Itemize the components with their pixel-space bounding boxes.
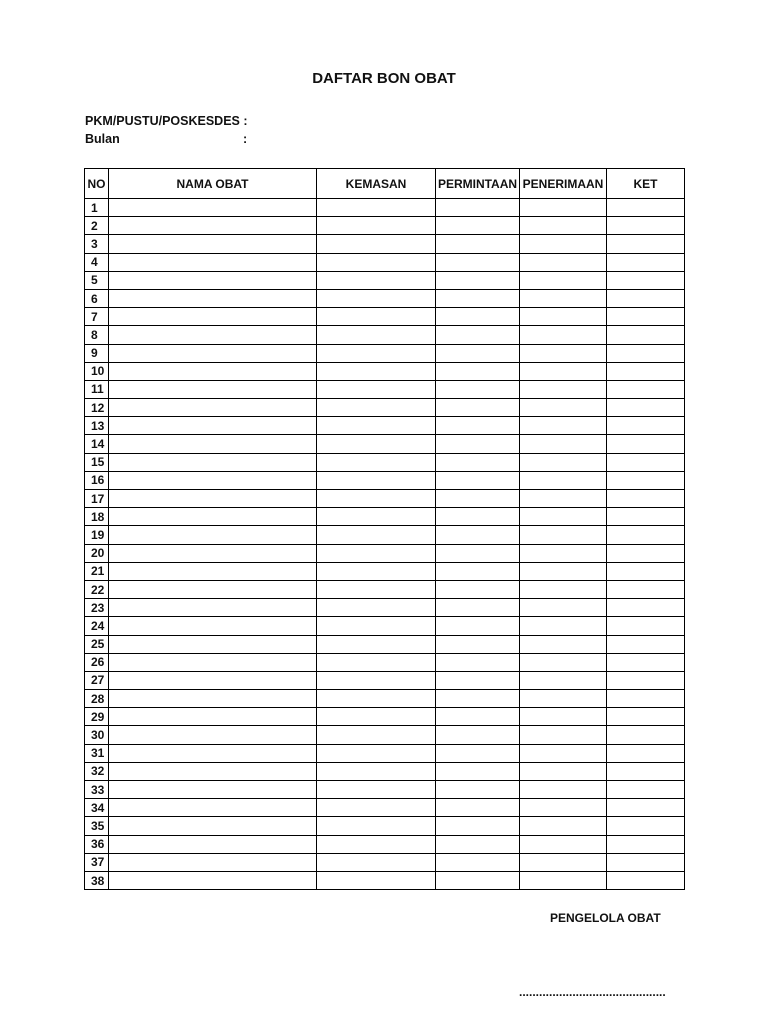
header-kemasan: KEMASAN [317,169,436,199]
cell-permintaan[interactable] [436,599,520,617]
cell-nama-obat[interactable] [109,526,317,544]
table-row [85,744,685,762]
cell-penerimaan[interactable] [520,380,607,398]
cell-ket[interactable] [607,708,685,726]
cell-no: 30 [85,726,109,744]
cell-no: 14 [85,435,109,453]
cell-kemasan[interactable] [317,617,436,635]
cell-nama-obat[interactable] [109,799,317,817]
cell-penerimaan[interactable] [520,253,607,271]
table-row [85,562,685,580]
cell-ket[interactable] [607,435,685,453]
cell-kemasan[interactable] [317,562,436,580]
bulan-label: Bulan [85,132,120,146]
cell-kemasan[interactable] [317,544,436,562]
cell-ket[interactable] [607,453,685,471]
cell-ket[interactable] [607,726,685,744]
cell-no: 16 [85,471,109,489]
cell-nama-obat[interactable] [109,781,317,799]
cell-permintaan[interactable] [436,653,520,671]
cell-no: 4 [85,253,109,271]
cell-permintaan[interactable] [436,308,520,326]
cell-penerimaan[interactable] [520,726,607,744]
cell-kemasan[interactable] [317,199,436,217]
cell-ket[interactable] [607,235,685,253]
cell-kemasan[interactable] [317,380,436,398]
cell-kemasan[interactable] [317,653,436,671]
table-body [85,199,685,890]
cell-nama-obat[interactable] [109,435,317,453]
cell-kemasan[interactable] [317,671,436,689]
signature-line: ............................................ [519,985,666,999]
table-row [85,435,685,453]
cell-penerimaan[interactable] [520,871,607,889]
cell-penerimaan[interactable] [520,799,607,817]
pkm-label: PKM/PUSTU/POSKESDES : [85,114,248,128]
cell-penerimaan[interactable] [520,326,607,344]
cell-ket[interactable] [607,871,685,889]
table-row [85,217,685,235]
cell-penerimaan[interactable] [520,690,607,708]
cell-kemasan[interactable] [317,326,436,344]
cell-permintaan[interactable] [436,471,520,489]
cell-kemasan[interactable] [317,271,436,289]
cell-nama-obat[interactable] [109,544,317,562]
cell-ket[interactable] [607,580,685,598]
document-title: DAFTAR BON OBAT [312,70,456,87]
cell-ket[interactable] [607,526,685,544]
cell-permintaan[interactable] [436,817,520,835]
table-row [85,362,685,380]
table-row [85,708,685,726]
cell-permintaan[interactable] [436,344,520,362]
cell-penerimaan[interactable] [520,199,607,217]
cell-nama-obat[interactable] [109,253,317,271]
cell-nama-obat[interactable] [109,690,317,708]
cell-ket[interactable] [607,308,685,326]
cell-nama-obat[interactable] [109,417,317,435]
cell-kemasan[interactable] [317,217,436,235]
table-row [85,799,685,817]
table-row [85,781,685,799]
cell-ket[interactable] [607,781,685,799]
cell-no: 11 [85,380,109,398]
cell-permintaan[interactable] [436,453,520,471]
cell-kemasan[interactable] [317,417,436,435]
table-row [85,308,685,326]
cell-permintaan[interactable] [436,762,520,780]
table-row [85,253,685,271]
cell-no: 7 [85,308,109,326]
cell-permintaan[interactable] [436,744,520,762]
cell-nama-obat[interactable] [109,271,317,289]
cell-permintaan[interactable] [436,490,520,508]
header-penerimaan: PENERIMAAN [520,169,607,199]
cell-nama-obat[interactable] [109,453,317,471]
cell-penerimaan[interactable] [520,289,607,307]
cell-ket[interactable] [607,471,685,489]
cell-permintaan[interactable] [436,508,520,526]
cell-kemasan[interactable] [317,781,436,799]
cell-no: 10 [85,362,109,380]
cell-ket[interactable] [607,617,685,635]
cell-penerimaan[interactable] [520,271,607,289]
cell-permintaan[interactable] [436,435,520,453]
cell-ket[interactable] [607,835,685,853]
table-row [85,671,685,689]
cell-permintaan[interactable] [436,217,520,235]
table-row [85,690,685,708]
cell-permintaan[interactable] [436,708,520,726]
cell-penerimaan[interactable] [520,617,607,635]
cell-permintaan[interactable] [436,235,520,253]
table-row [85,871,685,889]
cell-kemasan[interactable] [317,635,436,653]
cell-kemasan[interactable] [317,744,436,762]
table-row [85,326,685,344]
cell-no: 20 [85,544,109,562]
cell-penerimaan[interactable] [520,235,607,253]
table-row [85,508,685,526]
table-row [85,199,685,217]
cell-ket[interactable] [607,799,685,817]
cell-ket[interactable] [607,690,685,708]
cell-penerimaan[interactable] [520,653,607,671]
cell-nama-obat[interactable] [109,671,317,689]
cell-penerimaan[interactable] [520,544,607,562]
cell-permintaan[interactable] [436,326,520,344]
cell-ket[interactable] [607,671,685,689]
cell-no: 31 [85,744,109,762]
cell-no: 34 [85,799,109,817]
cell-nama-obat[interactable] [109,871,317,889]
cell-penerimaan[interactable] [520,344,607,362]
cell-ket[interactable] [607,544,685,562]
cell-nama-obat[interactable] [109,580,317,598]
table-row [85,853,685,871]
cell-kemasan[interactable] [317,690,436,708]
cell-ket[interactable] [607,399,685,417]
cell-nama-obat[interactable] [109,726,317,744]
cell-permintaan[interactable] [436,871,520,889]
cell-penerimaan[interactable] [520,599,607,617]
table-row [85,235,685,253]
table-row [85,762,685,780]
cell-nama-obat[interactable] [109,490,317,508]
signature-title: PENGELOLA OBAT [550,911,661,925]
table-row [85,726,685,744]
cell-ket[interactable] [607,508,685,526]
header-ket: KET [607,169,685,199]
cell-no: 25 [85,635,109,653]
cell-kemasan[interactable] [317,708,436,726]
table-row [85,635,685,653]
cell-penerimaan[interactable] [520,217,607,235]
table-row [85,599,685,617]
cell-permintaan[interactable] [436,253,520,271]
cell-permintaan[interactable] [436,635,520,653]
cell-ket[interactable] [607,362,685,380]
cell-nama-obat[interactable] [109,380,317,398]
cell-nama-obat[interactable] [109,817,317,835]
cell-penerimaan[interactable] [520,453,607,471]
cell-nama-obat[interactable] [109,217,317,235]
cell-ket[interactable] [607,762,685,780]
cell-no: 18 [85,508,109,526]
cell-penerimaan[interactable] [520,671,607,689]
cell-nama-obat[interactable] [109,362,317,380]
cell-no: 12 [85,399,109,417]
bulan-colon: : [243,132,248,146]
cell-permintaan[interactable] [436,289,520,307]
cell-kemasan[interactable] [317,435,436,453]
cell-kemasan[interactable] [317,399,436,417]
cell-nama-obat[interactable] [109,235,317,253]
table-row [85,490,685,508]
cell-ket[interactable] [607,326,685,344]
table-row [85,835,685,853]
cell-penerimaan[interactable] [520,471,607,489]
cell-permintaan[interactable] [436,271,520,289]
cell-no: 6 [85,289,109,307]
cell-nama-obat[interactable] [109,508,317,526]
cell-permintaan[interactable] [436,853,520,871]
cell-nama-obat[interactable] [109,326,317,344]
cell-kemasan[interactable] [317,835,436,853]
cell-no: 23 [85,599,109,617]
cell-nama-obat[interactable] [109,471,317,489]
table-row [85,544,685,562]
table-row [85,271,685,289]
table-row [85,344,685,362]
cell-no: 35 [85,817,109,835]
cell-no: 8 [85,326,109,344]
cell-ket[interactable] [607,653,685,671]
cell-nama-obat[interactable] [109,617,317,635]
cell-kemasan[interactable] [317,762,436,780]
table-row [85,453,685,471]
cell-permintaan[interactable] [436,562,520,580]
cell-penerimaan[interactable] [520,580,607,598]
cell-no: 33 [85,781,109,799]
cell-no: 3 [85,235,109,253]
cell-penerimaan[interactable] [520,708,607,726]
cell-no: 29 [85,708,109,726]
cell-penerimaan[interactable] [520,835,607,853]
table-row [85,580,685,598]
cell-kemasan[interactable] [317,799,436,817]
cell-no: 19 [85,526,109,544]
cell-no: 26 [85,653,109,671]
cell-penerimaan[interactable] [520,817,607,835]
cell-kemasan[interactable] [317,526,436,544]
cell-permintaan[interactable] [436,799,520,817]
cell-ket[interactable] [607,199,685,217]
cell-no: 36 [85,835,109,853]
cell-nama-obat[interactable] [109,308,317,326]
cell-kemasan[interactable] [317,490,436,508]
cell-kemasan[interactable] [317,508,436,526]
cell-penerimaan[interactable] [520,399,607,417]
cell-no: 5 [85,271,109,289]
cell-ket[interactable] [607,217,685,235]
cell-permintaan[interactable] [436,690,520,708]
cell-no: 37 [85,853,109,871]
header-nama-obat: NAMA OBAT [109,169,317,199]
cell-penerimaan[interactable] [520,308,607,326]
cell-permintaan[interactable] [436,362,520,380]
cell-ket[interactable] [607,853,685,871]
cell-nama-obat[interactable] [109,635,317,653]
cell-kemasan[interactable] [317,453,436,471]
table-row [85,380,685,398]
cell-no: 28 [85,690,109,708]
medicine-request-table [84,168,685,890]
cell-ket[interactable] [607,271,685,289]
cell-penerimaan[interactable] [520,781,607,799]
cell-penerimaan[interactable] [520,362,607,380]
table-row [85,399,685,417]
cell-nama-obat[interactable] [109,562,317,580]
cell-penerimaan[interactable] [520,762,607,780]
cell-kemasan[interactable] [317,362,436,380]
cell-permintaan[interactable] [436,399,520,417]
cell-kemasan[interactable] [317,599,436,617]
cell-kemasan[interactable] [317,726,436,744]
cell-nama-obat[interactable] [109,599,317,617]
cell-kemasan[interactable] [317,580,436,598]
cell-ket[interactable] [607,817,685,835]
cell-permintaan[interactable] [436,835,520,853]
cell-ket[interactable] [607,744,685,762]
cell-ket[interactable] [607,635,685,653]
cell-kemasan[interactable] [317,308,436,326]
cell-permintaan[interactable] [436,380,520,398]
cell-permintaan[interactable] [436,781,520,799]
cell-no: 17 [85,490,109,508]
cell-penerimaan[interactable] [520,853,607,871]
cell-nama-obat[interactable] [109,744,317,762]
cell-kemasan[interactable] [317,235,436,253]
header-permintaan: PERMINTAAN [436,169,520,199]
cell-no: 32 [85,762,109,780]
cell-nama-obat[interactable] [109,853,317,871]
cell-no: 24 [85,617,109,635]
cell-ket[interactable] [607,253,685,271]
table-row [85,817,685,835]
cell-nama-obat[interactable] [109,399,317,417]
cell-kemasan[interactable] [317,817,436,835]
cell-ket[interactable] [607,380,685,398]
cell-permintaan[interactable] [436,617,520,635]
cell-nama-obat[interactable] [109,653,317,671]
cell-permintaan[interactable] [436,726,520,744]
table-row [85,417,685,435]
cell-ket[interactable] [607,599,685,617]
cell-no: 13 [85,417,109,435]
cell-no: 1 [85,199,109,217]
table-row [85,617,685,635]
cell-nama-obat[interactable] [109,344,317,362]
cell-ket[interactable] [607,289,685,307]
cell-ket[interactable] [607,344,685,362]
cell-penerimaan[interactable] [520,526,607,544]
cell-kemasan[interactable] [317,471,436,489]
table-row [85,526,685,544]
cell-penerimaan[interactable] [520,435,607,453]
cell-ket[interactable] [607,562,685,580]
cell-kemasan[interactable] [317,253,436,271]
cell-permintaan[interactable] [436,671,520,689]
cell-penerimaan[interactable] [520,490,607,508]
cell-nama-obat[interactable] [109,835,317,853]
cell-permintaan[interactable] [436,417,520,435]
cell-ket[interactable] [607,417,685,435]
cell-kemasan[interactable] [317,344,436,362]
cell-kemasan[interactable] [317,289,436,307]
cell-nama-obat[interactable] [109,289,317,307]
cell-permintaan[interactable] [436,580,520,598]
cell-no: 9 [85,344,109,362]
cell-penerimaan[interactable] [520,744,607,762]
header-no: NO [85,169,109,199]
table-row [85,653,685,671]
table-row [85,289,685,307]
cell-penerimaan[interactable] [520,508,607,526]
cell-nama-obat[interactable] [109,708,317,726]
cell-no: 38 [85,871,109,889]
cell-ket[interactable] [607,490,685,508]
cell-permintaan[interactable] [436,526,520,544]
cell-no: 27 [85,671,109,689]
cell-no: 2 [85,217,109,235]
cell-penerimaan[interactable] [520,562,607,580]
cell-no: 21 [85,562,109,580]
cell-no: 15 [85,453,109,471]
cell-permintaan[interactable] [436,544,520,562]
cell-penerimaan[interactable] [520,417,607,435]
cell-penerimaan[interactable] [520,635,607,653]
table-header-row [85,169,685,199]
cell-permintaan[interactable] [436,199,520,217]
cell-kemasan[interactable] [317,871,436,889]
cell-no: 22 [85,580,109,598]
cell-kemasan[interactable] [317,853,436,871]
cell-nama-obat[interactable] [109,199,317,217]
table-row [85,471,685,489]
cell-nama-obat[interactable] [109,762,317,780]
